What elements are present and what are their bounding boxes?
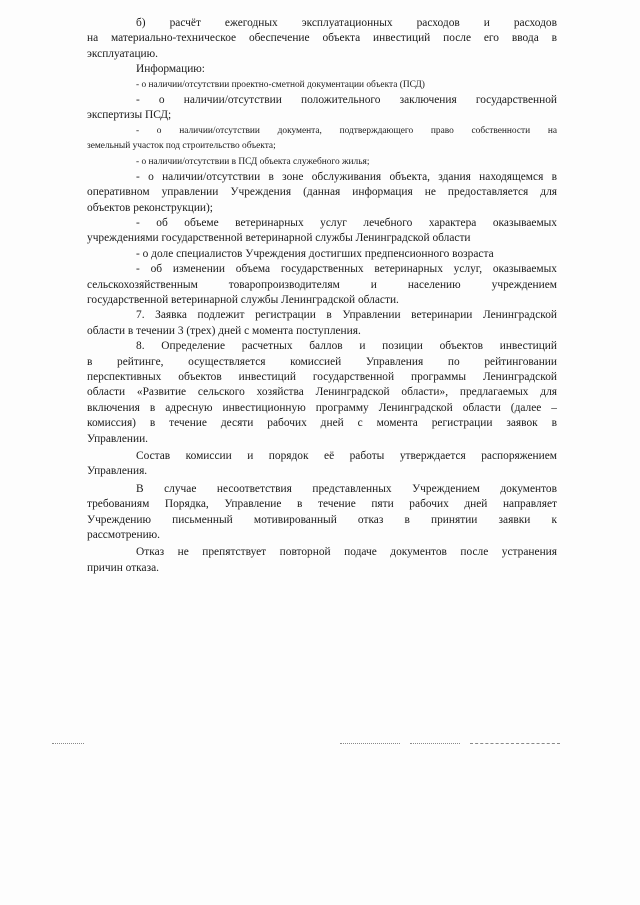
scan-artifact-line (52, 743, 84, 747)
text-line: учреждениями государственной ветеринарной службы Ленинградской области (87, 232, 471, 245)
document-body (87, 16, 557, 576)
info-item-service-zone (87, 170, 557, 216)
info-item-expertise (87, 93, 557, 124)
text-line: на материально-техническое обеспечение объекта инвестиций после его ввода в (87, 32, 557, 45)
text-line: эксплуатацию. (87, 47, 159, 60)
text-line: - о наличии/отсутствии проектно-сметной документации объекта (ПСД) (136, 79, 425, 90)
text-line: перспективных объектов инвестиций государственной программы Ленинградской (87, 370, 557, 383)
text-line: рассмотрению. (87, 528, 161, 541)
paragraph-refusal (87, 545, 557, 576)
text-line: причин отказа. (87, 561, 159, 574)
text-line: требованиям Порядка, Управление в течение пяти рабочих дней направляет (87, 498, 557, 511)
text-line: области «Развитие сельского хозяйства Ленинградской области», предлагаемых для (87, 386, 557, 399)
info-item-housing (87, 155, 557, 170)
text-line: в рейтинге, осуществляется комиссией Управления по рейтинговании (87, 355, 557, 368)
info-item-land-ownership (87, 124, 557, 155)
info-item-specialists (87, 247, 557, 262)
paragraph-b-expenses (87, 16, 557, 62)
scan-artifact-line (340, 743, 400, 747)
text-line: оперативном управлении Учреждения (данная информация не предоставляется для (87, 186, 557, 199)
text-line: Отказ не препятствует повторной подаче документов после устранения (136, 546, 557, 559)
text-line: б) расчёт ежегодных эксплуатационных расходов и расходов (136, 17, 557, 29)
text-line: экспертизы ПСД; (87, 109, 172, 122)
text-line: - о доле специалистов Учреждения достигших предпенсионного возраста (136, 247, 494, 260)
text-line: государственной ветеринарной службы Ленинградской области. (87, 294, 399, 307)
text-line: Учреждению письменный мотивированный отказ в принятии заявки к (87, 513, 557, 526)
text-line: объектов реконструкции); (87, 201, 213, 214)
text-line: - о наличии/отсутствии в зоне обслуживания объекта, здания находящемся в (136, 170, 557, 183)
text-line: Управлении. (87, 432, 149, 445)
text-line: - об объеме ветеринарных услуг лечебного характера оказываемых (136, 217, 557, 230)
text-line: 8. Определение расчетных баллов и позиции объектов инвестиций (136, 340, 557, 353)
text-line: - об изменении объема государственных ветеринарных услуг, оказываемых (136, 263, 557, 276)
info-item-psd (87, 78, 557, 93)
text-line: земельный участок под строительство объекта; (87, 141, 276, 152)
text-line: - о наличии/отсутствии положительного заключения государственной (136, 93, 557, 106)
info-heading (87, 62, 557, 77)
paragraph-7-registration (87, 308, 557, 339)
info-item-service-change (87, 262, 557, 308)
text-line: 7. Заявка подлежит регистрации в Управлении ветеринарии Ленинградской (136, 309, 557, 322)
paragraph-8-rating (87, 339, 557, 447)
text-line: Информацию: (136, 63, 205, 76)
paragraph-mismatch (87, 482, 557, 544)
scan-artifact-line (410, 743, 460, 747)
text-line: области в течении 3 (трех) дней с момента поступления. (87, 324, 361, 337)
text-line: Состав комиссии и порядок её работы утверждается распоряжением (136, 449, 557, 462)
text-line: - о наличии/отсутствии документа, подтверждающего право собственности на (136, 125, 557, 136)
info-item-vet-services (87, 216, 557, 247)
text-line: - о наличии/отсутствии в ПСД объекта служебного жилья; (136, 156, 370, 167)
text-line: В случае несоответствия представленных Учреждением документов (136, 482, 557, 495)
text-line: сельскохозяйственным товаропроизводителям и населению учреждением (87, 278, 557, 291)
text-line: включения в адресную инвестиционную программу Ленинградской области (далее – (87, 401, 557, 414)
paragraph-commission (87, 449, 557, 480)
text-line: Управления. (87, 465, 148, 478)
text-line: комиссия) в течение десяти рабочих дней с момента регистрации заявок в (87, 417, 557, 430)
scan-artifact-line (470, 743, 560, 747)
